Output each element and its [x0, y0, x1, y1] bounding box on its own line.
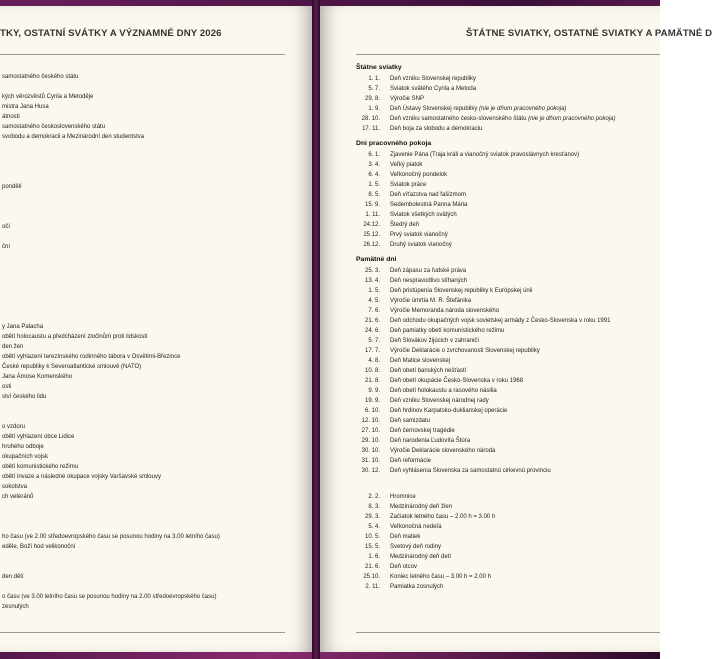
holiday-date: 31. 10. — [361, 458, 380, 464]
holiday-date: 1. 5. — [368, 182, 380, 188]
holiday-name: Svetový deň rodiny — [390, 544, 442, 550]
holiday-name: Deň černovskej tragédie — [390, 428, 455, 434]
book-spine — [312, 0, 320, 659]
holiday-row — [356, 180, 656, 190]
left-list-item — [0, 512, 290, 522]
holiday-date: 30. 10. — [361, 448, 380, 454]
holiday-date: 29. 10. — [361, 438, 380, 444]
left-list-item — [0, 292, 290, 302]
holiday-row — [356, 456, 656, 466]
holiday-name: Medzinárodný deň žien — [390, 504, 453, 510]
holiday-row — [356, 552, 656, 562]
holiday-date: 24. 6. — [364, 328, 380, 334]
holiday-row — [356, 114, 656, 124]
holiday-date: 8. 5. — [368, 192, 380, 198]
holiday-row — [356, 210, 656, 220]
left-list-item — [0, 212, 290, 222]
section-title: Štátne sviatky — [356, 64, 402, 71]
right-header-rule — [356, 54, 660, 55]
holiday-name: Deň Matice slovenskej — [390, 358, 451, 364]
holiday-row — [356, 446, 656, 456]
holiday-name: Deň zápasu za ľudské práva — [390, 268, 467, 274]
holiday-name: Druhý sviatok vianočný — [390, 242, 452, 248]
holiday-name: Deň obetí banských nešťastí — [390, 368, 467, 374]
left-list-item: sokolstva — [2, 484, 28, 490]
left-list-item — [0, 252, 290, 262]
left-list-item — [0, 232, 290, 242]
holiday-date: 10. 5. — [364, 534, 380, 540]
left-list-item: eděle, Boží hod velikonoční — [2, 544, 76, 550]
left-list-item — [0, 272, 290, 282]
holiday-note: (nie je dňom pracovného pokoja) — [528, 116, 616, 122]
holiday-row — [356, 492, 656, 502]
left-list-item: átnosti — [2, 114, 20, 120]
holiday-row — [356, 426, 656, 436]
holiday-date: 25. 3. — [364, 268, 380, 274]
holiday-row — [356, 150, 656, 160]
left-list-item: ch veteránů — [2, 494, 34, 500]
holiday-row — [356, 356, 656, 366]
holiday-date: 29. 8. — [364, 96, 380, 102]
holiday-row — [356, 220, 656, 230]
holiday-date: 30. 12. — [361, 468, 380, 474]
holiday-row — [356, 532, 656, 542]
holiday-date: 28. 10. — [361, 116, 380, 122]
holiday-name: Deň samizdatu — [390, 418, 431, 424]
left-list-item: o vzdoru — [2, 424, 26, 430]
holiday-row — [356, 336, 656, 346]
holiday-name: Deň matiek — [390, 534, 421, 540]
holiday-row — [356, 522, 656, 532]
holiday-row — [356, 386, 656, 396]
holiday-row — [356, 436, 656, 446]
right-page-header: ŠTÁTNE SVIATKY, OSTATNÉ SVIATKY A PAMÄTNÉ D — [466, 28, 712, 39]
left-list-item: ční — [2, 244, 11, 250]
holiday-date: 5. 7. — [368, 338, 380, 344]
section-title: Pamätné dni — [356, 256, 397, 263]
left-list-item: kých věrozvěstů Cyrila a Metoděje — [2, 94, 94, 100]
holiday-name: Veľkonočný pondelok — [390, 172, 448, 178]
holiday-date: 1. 1. — [368, 76, 380, 82]
holiday-date: 3. 4. — [368, 162, 380, 168]
holiday-row — [356, 326, 656, 336]
holiday-date: 12. 10. — [361, 418, 380, 424]
holiday-date: 1. 9. — [368, 106, 380, 112]
holiday-date: 4. 5. — [368, 298, 380, 304]
holiday-name: Medzinárodný deň detí — [390, 554, 452, 560]
right-page — [320, 6, 712, 652]
holiday-name: Deň obetí holokaustu a rasového násilia — [390, 388, 497, 394]
holiday-row — [356, 376, 656, 386]
holiday-date: 10. 8. — [364, 368, 380, 374]
left-list-item: mistra Jana Husa — [2, 104, 49, 110]
holiday-name: Deň pamiatky obetí komunistického režimu — [390, 328, 505, 334]
holiday-date: 17. 11. — [362, 126, 380, 132]
holiday-name: Deň vyhlásenia Slovenska za samostatnú cirkevnú provinciu — [390, 468, 551, 474]
holiday-row — [356, 296, 656, 306]
holiday-name: Začiatok letného času – 2.00 h = 3.00 h — [390, 514, 496, 520]
holiday-row — [356, 190, 656, 200]
left-list-item — [0, 262, 290, 272]
left-list-item: obětí holocaustu a předcházení zločinům proti lidskosti — [2, 334, 148, 340]
holiday-name: Sedembolestná Panna Mária — [390, 202, 468, 208]
holiday-row — [356, 316, 656, 326]
left-list-item: hruhého odboje — [2, 444, 44, 450]
left-list-item — [0, 522, 290, 532]
left-list-item — [0, 282, 290, 292]
holiday-name: Deň boja za slobodu a demokraciu — [390, 126, 483, 132]
left-list-item — [0, 162, 290, 172]
holiday-date: 7. 6. — [368, 308, 380, 314]
holiday-date: 2. 11. — [365, 584, 380, 590]
holiday-name: Deň obetí okupácie Česko-Slovenska v roku 1968 — [390, 378, 524, 384]
left-list-item: pondělí — [2, 184, 22, 190]
holiday-row — [356, 266, 656, 276]
holiday-date: 9. 9. — [368, 388, 380, 394]
holiday-row — [356, 200, 656, 210]
left-page — [0, 6, 312, 652]
left-list-item: obětí komunistického režimu — [2, 464, 79, 470]
left-list-item — [0, 552, 290, 562]
holiday-row — [356, 286, 656, 296]
holiday-row — [356, 502, 656, 512]
left-header-rule — [0, 54, 285, 55]
holiday-name: Sviatok všetkých svätých — [390, 212, 457, 218]
left-list-item: České republiky k Severoatlantické smlouvě (NATO) — [2, 364, 142, 370]
holiday-date: 13. 4. — [364, 278, 380, 284]
left-list-item: ství českého lidu — [2, 394, 47, 400]
holiday-date: 6. 1. — [368, 152, 380, 158]
left-list-item — [0, 202, 290, 212]
holiday-date: 8. 3. — [368, 504, 380, 510]
holiday-date: 29. 3. — [364, 514, 380, 520]
holiday-date: 1. 5. — [368, 288, 380, 294]
holiday-date: 1. 6. — [368, 554, 380, 560]
holiday-name: Výročie Deklarácie slovenského národa — [390, 448, 496, 454]
holiday-row — [356, 346, 656, 356]
holiday-row — [356, 160, 656, 170]
holiday-date: 27. 10. — [361, 428, 380, 434]
holiday-date: 1. 11. — [365, 212, 380, 218]
holiday-name: Prvý sviatok vianočný — [390, 232, 448, 238]
left-list-item: osti — [2, 384, 12, 390]
holiday-name: Výročie úmrtia M. R. Štefánika — [390, 298, 472, 304]
holiday-date: 26.12. — [363, 242, 380, 248]
holiday-name: Výročie Memoranda národa slovenského — [390, 308, 500, 314]
left-list-item — [0, 402, 290, 412]
left-list-item — [0, 412, 290, 422]
left-list-item: den dětí — [2, 574, 24, 580]
holiday-row — [356, 276, 656, 286]
left-list-item — [0, 82, 290, 92]
left-list-item: samostatného československého státu — [2, 124, 106, 130]
holiday-name: Deň Ústavy Slovenskej republiky — [390, 106, 478, 112]
left-list-item: y Jana Palacha — [2, 324, 44, 330]
holiday-name: Zjavenie Pána (Traja králi a vianočný sviatok pravoslávnych kresťanov) — [390, 152, 580, 158]
left-list-item — [0, 582, 290, 592]
holiday-row — [356, 582, 656, 592]
left-list-item: obětí vyhlazení terezínského rodinného tábora v Osvětimi-Březince — [2, 354, 181, 360]
left-list-item — [0, 562, 290, 572]
holiday-row — [356, 562, 656, 572]
left-list-item — [0, 502, 290, 512]
left-list-item: den žen — [2, 344, 24, 350]
holiday-name: Deň vzniku Slovenskej národnej rady — [390, 398, 489, 404]
section-title: Dni pracovného pokoja — [356, 140, 432, 147]
left-page-header: TKY, OSTATNÍ SVÁTKY A VÝZNAMNÉ DNY 2026 — [0, 28, 222, 39]
left-list-item: zesnulých — [2, 604, 29, 610]
holiday-name: Výročie Deklarácie o zvrchovanosti Slovenskej republiky — [390, 348, 540, 354]
holiday-name: Deň nespravodlivo stíhaných — [390, 278, 468, 284]
holiday-date: 5. 7. — [368, 86, 380, 92]
holiday-name: Hromnice — [390, 494, 416, 500]
holiday-date: 21. 8. — [364, 378, 380, 384]
holiday-name: Deň víťazstva nad fašizmom — [390, 192, 466, 198]
left-list-item — [0, 192, 290, 202]
holiday-row — [356, 104, 656, 114]
holiday-date: 24.12. — [363, 222, 380, 228]
holiday-date: 25.10. — [363, 574, 380, 580]
holiday-date: 5. 4. — [368, 524, 380, 530]
holiday-name: Deň vzniku samostatného česko-slovenského štátu — [390, 116, 527, 122]
holiday-name: Štedrý deň — [390, 222, 420, 228]
holiday-date: 15. 5. — [364, 544, 380, 550]
left-list-item: okupačních vojsk — [2, 454, 49, 460]
holiday-date: 21. 6. — [364, 564, 380, 570]
holiday-row — [356, 170, 656, 180]
holiday-name: Deň Slovákov žijúcich v zahraničí — [390, 338, 480, 344]
holiday-name: Deň otcov — [390, 564, 418, 570]
left-list-item — [0, 152, 290, 162]
holiday-date: 19. 9. — [364, 398, 380, 404]
holiday-row — [356, 416, 656, 426]
left-list-item: o času (ve 3.00 letního času se posunou hodiny na 2.00 středoevropského času) — [2, 594, 217, 600]
left-list-item — [0, 302, 290, 312]
holiday-row — [356, 124, 656, 134]
holiday-date: 17. 7. — [364, 348, 380, 354]
left-list-item — [0, 312, 290, 322]
holiday-date: 4. 8. — [368, 358, 380, 364]
holiday-row — [356, 366, 656, 376]
holiday-row — [356, 572, 656, 582]
left-list-item — [0, 142, 290, 152]
right-footer-rule — [356, 632, 660, 633]
holiday-name: Deň reformácie — [390, 458, 432, 464]
holiday-name: Deň odchodu okupačných vojsk sovietskej armády z Česko-Slovenska v roku 1991 — [390, 318, 611, 324]
holiday-row — [356, 74, 656, 84]
holiday-name: Pamiatka zosnulých — [390, 584, 444, 590]
holiday-row — [356, 306, 656, 316]
holiday-note: (nie je dňom pracovného pokoja) — [479, 106, 567, 112]
left-list-item: svobodu a demokracii a Mezinárodní den studentstva — [2, 134, 145, 140]
holiday-row — [356, 512, 656, 522]
holiday-name: Deň narodenia Ľudovíta Štúra — [390, 438, 471, 444]
left-list-item: obětí vyhlazení obce Lidice — [2, 434, 75, 440]
section-gap — [356, 476, 656, 484]
left-list-item: Jana Ámose Komenského — [2, 374, 73, 380]
holiday-row — [356, 94, 656, 104]
holiday-name: Deň hrdinov Karpatsko-duklianskej operácie — [390, 408, 508, 414]
left-footer-rule — [0, 632, 285, 633]
holiday-name: Sviatok práce — [390, 182, 427, 188]
holiday-date: 6. 10. — [364, 408, 380, 414]
holiday-row — [356, 240, 656, 250]
holiday-row — [356, 84, 656, 94]
left-list-item — [0, 172, 290, 182]
holiday-name: Koniec letného času – 3.00 h = 2.00 h — [390, 574, 491, 580]
holiday-name: Výročie SNP — [390, 96, 425, 102]
holiday-row — [356, 542, 656, 552]
holiday-date: 2. 2. — [368, 494, 380, 500]
holiday-name: Sviatok svätého Cyrila a Metoda — [390, 86, 477, 92]
holiday-name: Veľký piatok — [390, 162, 423, 168]
left-list-item: samostatného českého státu — [2, 74, 79, 80]
left-list-item: ho času (ve 2.00 středoevropského času se posunou hodiny na 3.00 letního času) — [2, 534, 220, 540]
left-page-list — [0, 62, 290, 612]
holiday-date: 21. 6. — [364, 318, 380, 324]
holiday-name: Veľkonočná nedeľa — [390, 524, 442, 530]
holiday-name: Deň vzniku Slovenskej republiky — [390, 76, 477, 82]
section-gap — [356, 484, 656, 492]
holiday-row — [356, 466, 656, 476]
holiday-name: Deň pristúpenia Slovenskej republiky k Európskej únii — [390, 288, 533, 294]
right-page-list — [356, 62, 656, 592]
left-list-item: očí — [2, 224, 11, 230]
holiday-row — [356, 406, 656, 416]
holiday-row — [356, 230, 656, 240]
left-list-item: obětí invaze a následné okupace vojsky Varšavské smlouvy — [2, 474, 161, 480]
holiday-date: 6. 4. — [368, 172, 380, 178]
holiday-date: 25.12. — [363, 232, 380, 238]
holiday-date: 15. 9. — [364, 202, 380, 208]
holiday-row — [356, 396, 656, 406]
left-list-item — [0, 62, 290, 72]
